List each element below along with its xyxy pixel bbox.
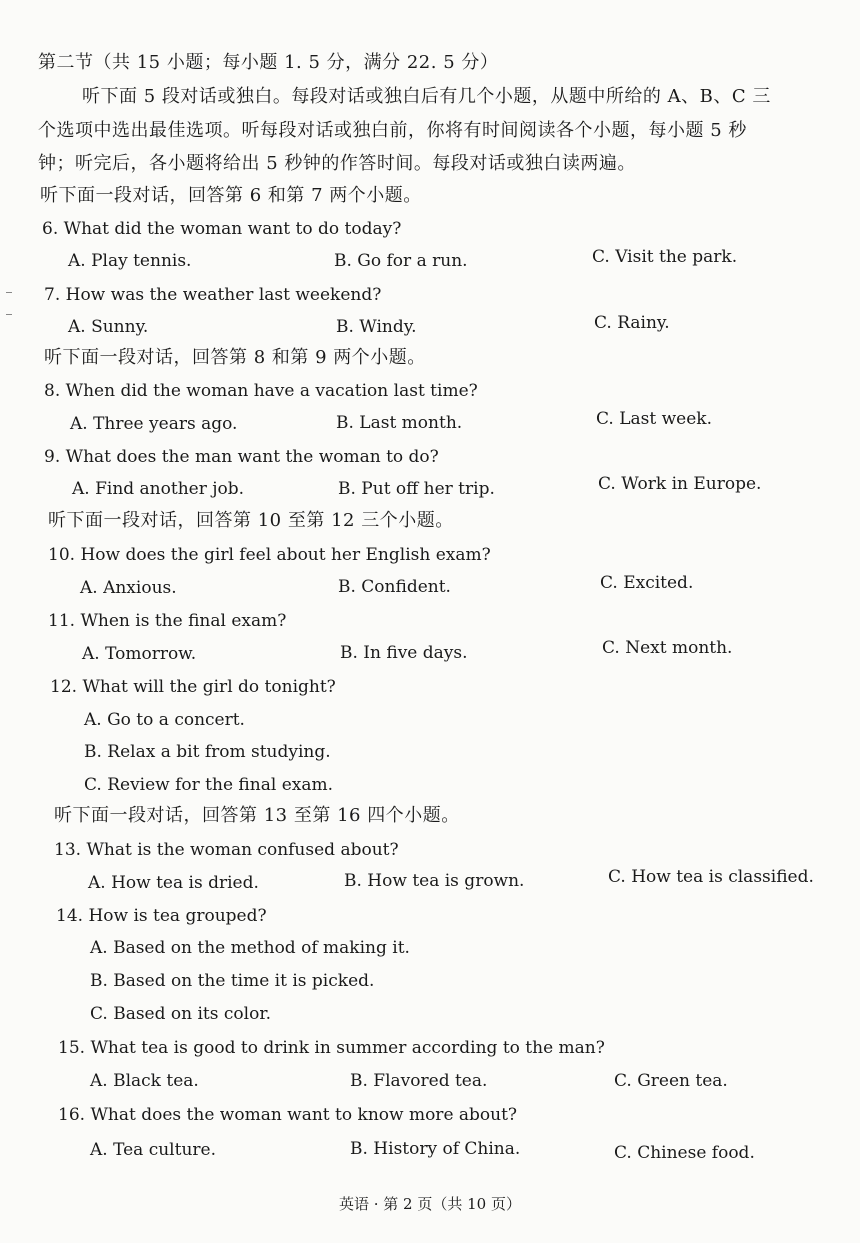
option-c: C. Rainy. <box>594 313 670 333</box>
option-a: A. Go to a concert. <box>84 710 245 730</box>
page-footer: 英语 · 第 2 页（共 10 页） <box>338 1195 521 1213</box>
option-b: B. Flavored tea. <box>350 1071 488 1091</box>
option-a: A. Tea culture. <box>90 1140 216 1160</box>
option-b: B. Based on the time it is picked. <box>90 971 375 991</box>
question-stem: 7. How was the weather last weekend? <box>44 285 382 305</box>
option-c: C. Excited. <box>600 573 694 593</box>
group-intro: 听下面一段对话，回答第 10 至第 12 三个小题。 <box>48 510 454 531</box>
option-b: B. History of China. <box>350 1139 521 1159</box>
section-heading: 第二节（共 15 小题；每小题 1. 5 分，满分 22. 5 分） <box>38 52 499 73</box>
option-c: C. Based on its color. <box>90 1004 271 1024</box>
option-b: B. Last month. <box>336 413 463 433</box>
option-c: C. Last week. <box>596 409 712 429</box>
question-stem: 12. What will the girl do tonight? <box>50 677 336 697</box>
option-a: A. Anxious. <box>80 578 177 598</box>
question-stem: 13. What is the woman confused about? <box>54 840 399 860</box>
margin-mark <box>6 292 12 293</box>
option-a: A. How tea is dried. <box>88 873 259 893</box>
group-intro: 听下面一段对话，回答第 13 至第 16 四个小题。 <box>54 805 460 826</box>
option-c: C. Next month. <box>602 638 733 658</box>
group-intro: 听下面一段对话，回答第 6 和第 7 两个小题。 <box>40 185 422 206</box>
question-stem: 10. How does the girl feel about her English exam? <box>48 545 491 565</box>
option-b: B. Windy. <box>336 317 417 337</box>
question-stem: 15. What tea is good to drink in summer according to the man? <box>58 1038 605 1058</box>
instructions-line-2: 个选项中选出最佳选项。听每段对话或独白前，你将有时间阅读各个小题，每小题 5 秒 <box>38 120 747 141</box>
question-stem: 16. What does the woman want to know more about? <box>58 1105 518 1125</box>
option-c: C. Visit the park. <box>592 247 738 267</box>
option-b: B. Relax a bit from studying. <box>84 742 331 762</box>
option-a: A. Tomorrow. <box>82 644 197 664</box>
margin-mark <box>6 314 12 315</box>
option-c: C. Review for the final exam. <box>84 775 333 795</box>
instructions-line-1: 听下面 5 段对话或独白。每段对话或独白后有几个小题，从题中所给的 A、B、C 三 <box>82 86 771 107</box>
option-c: C. Work in Europe. <box>598 474 762 494</box>
instructions-line-3: 钟；听完后，各小题将给出 5 秒钟的作答时间。每段对话或独白读两遍。 <box>38 153 636 174</box>
option-a: A. Black tea. <box>90 1071 199 1091</box>
question-stem: 6. What did the woman want to do today? <box>42 219 402 239</box>
group-intro: 听下面一段对话，回答第 8 和第 9 两个小题。 <box>44 347 426 368</box>
option-b: B. In five days. <box>340 643 468 663</box>
question-stem: 9. What does the man want the woman to do? <box>44 447 439 467</box>
question-stem: 11. When is the final exam? <box>48 611 287 631</box>
question-stem: 8. When did the woman have a vacation last time? <box>44 381 478 401</box>
option-a: A. Play tennis. <box>68 251 192 271</box>
option-b: B. Confident. <box>338 577 451 597</box>
option-b: B. Put off her trip. <box>338 479 495 499</box>
option-c: C. Green tea. <box>614 1071 728 1091</box>
option-b: B. How tea is grown. <box>344 871 525 891</box>
option-b: B. Go for a run. <box>334 251 468 271</box>
option-a: A. Based on the method of making it. <box>90 938 410 958</box>
option-a: A. Sunny. <box>68 317 149 337</box>
option-c: C. How tea is classified. <box>608 867 814 887</box>
option-c: C. Chinese food. <box>614 1143 755 1163</box>
question-stem: 14. How is tea grouped? <box>56 906 267 926</box>
option-a: A. Three years ago. <box>70 414 238 434</box>
option-a: A. Find another job. <box>72 479 245 499</box>
